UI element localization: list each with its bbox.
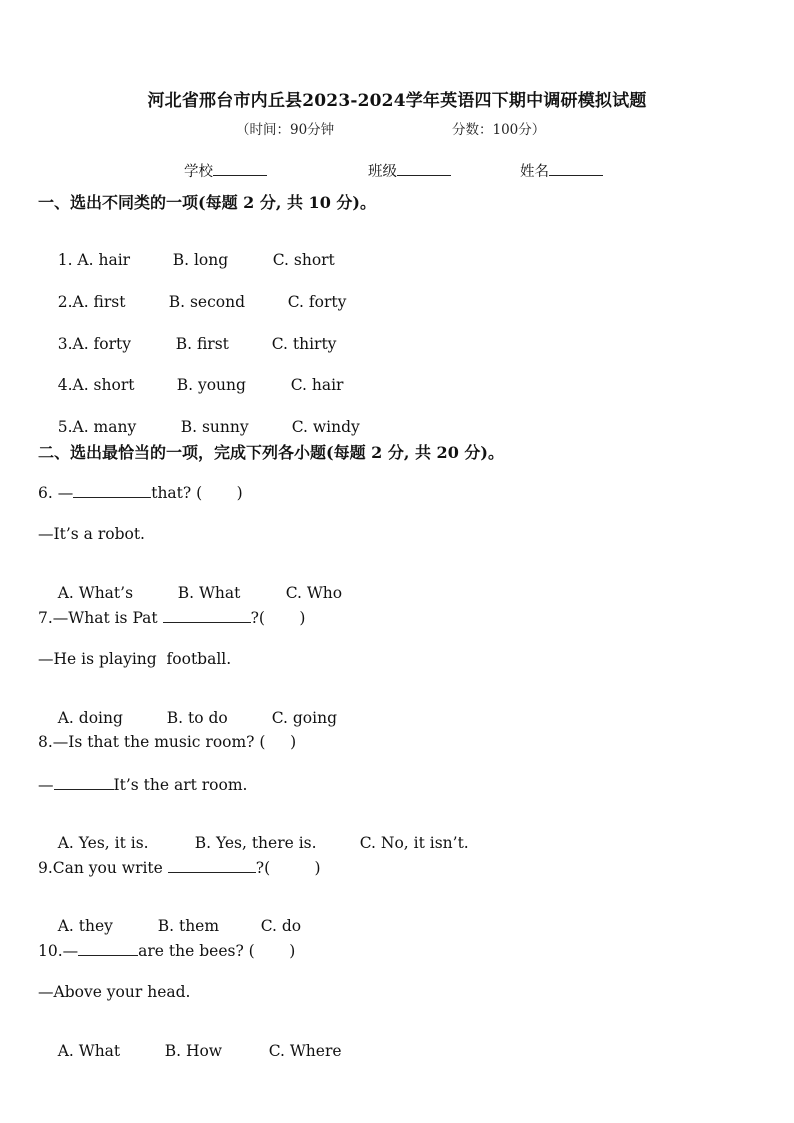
option-c: C. windy <box>291 418 360 436</box>
question-6-response: —It’s a robot. <box>38 525 145 543</box>
answer-blank[interactable] <box>73 483 151 498</box>
option-b: B. second <box>168 293 246 311</box>
page-title: 河北省邢台市内丘县2023-2024学年英语四下期中调研模拟试题 <box>147 91 647 111</box>
option-c: C. thirty <box>271 335 337 353</box>
question-9-prefix: 9.Can you write <box>38 859 168 877</box>
option-b: B. What <box>177 584 241 602</box>
option-a: A. doing <box>57 709 123 727</box>
option-a: 1. A. hair <box>57 251 131 269</box>
answer-blank[interactable] <box>168 858 256 873</box>
name-field <box>520 160 603 181</box>
option-c: C. hair <box>290 376 344 394</box>
option-a: A. they <box>57 917 113 935</box>
question-8-response <box>38 775 247 794</box>
section-2-heading: 二、选出最恰当的一项，完成下列各小题(每题 2 分, 共 20 分)。 <box>38 443 504 462</box>
option-a: 4.A. short <box>57 376 135 394</box>
school-blank[interactable] <box>213 161 267 176</box>
option-c: C. forty <box>287 293 347 311</box>
option-a: 3.A. forty <box>57 335 132 353</box>
question-6-suffix: that? ( ) <box>151 484 243 502</box>
option-b: B. them <box>157 917 220 935</box>
option-a: 5.A. many <box>57 418 137 436</box>
option-b: B. long <box>172 251 229 269</box>
school-label: 学校 <box>184 164 213 180</box>
question-7-response: —He is playing football. <box>38 650 232 668</box>
school-field <box>184 160 267 181</box>
exam-score: 分数：100分） <box>452 122 546 138</box>
name-label: 姓名 <box>520 164 549 180</box>
option-b: B. Yes, there is. <box>194 834 317 852</box>
option-b: B. to do <box>166 709 228 727</box>
option-c: C. do <box>260 917 302 935</box>
class-field <box>368 160 451 181</box>
option-a: A. What <box>57 1042 121 1060</box>
question-7 <box>38 608 305 627</box>
option-c: C. Who <box>285 584 343 602</box>
question-6-prefix: 6. — <box>38 484 74 502</box>
question-10-suffix: are the bees? ( ) <box>138 942 296 960</box>
question-10 <box>38 941 295 960</box>
answer-blank[interactable] <box>163 608 251 623</box>
name-blank[interactable] <box>549 161 603 176</box>
option-c: C. short <box>272 251 335 269</box>
section-1-heading: 一、选出不同类的一项(每题 2 分, 共 10 分)。 <box>38 193 376 212</box>
question-8: 8.—Is that the music room? ( ) <box>38 733 297 751</box>
class-blank[interactable] <box>397 161 451 176</box>
answer-blank[interactable] <box>54 775 114 790</box>
question-9 <box>38 858 321 877</box>
answer-blank[interactable] <box>78 941 138 956</box>
question-7-prefix: 7.—What is Pat <box>38 609 163 627</box>
question-7-suffix: ?( ) <box>250 609 306 627</box>
question-8-dash: — <box>38 776 54 794</box>
option-a: A. What’s <box>57 584 134 602</box>
question-10-prefix: 10.— <box>38 942 79 960</box>
question-10-response: —Above your head. <box>38 983 191 1001</box>
exam-time: （时间：90分钟 <box>236 122 335 138</box>
option-a: A. Yes, it is. <box>57 834 149 852</box>
option-b: B. sunny <box>180 418 249 436</box>
question-9-suffix: ?( ) <box>255 859 321 877</box>
option-b: B. first <box>175 335 229 353</box>
option-c: C. No, it isn’t. <box>359 834 469 852</box>
option-b: B. How <box>164 1042 223 1060</box>
option-b: B. young <box>176 376 246 394</box>
question-6 <box>38 483 243 502</box>
option-c: C. Where <box>268 1042 342 1060</box>
question-10-options <box>38 1024 342 1078</box>
option-a: 2.A. first <box>57 293 126 311</box>
question-8-response-text: It’s the art room. <box>113 776 248 794</box>
option-c: C. going <box>271 709 337 727</box>
class-label: 班级 <box>368 164 397 180</box>
